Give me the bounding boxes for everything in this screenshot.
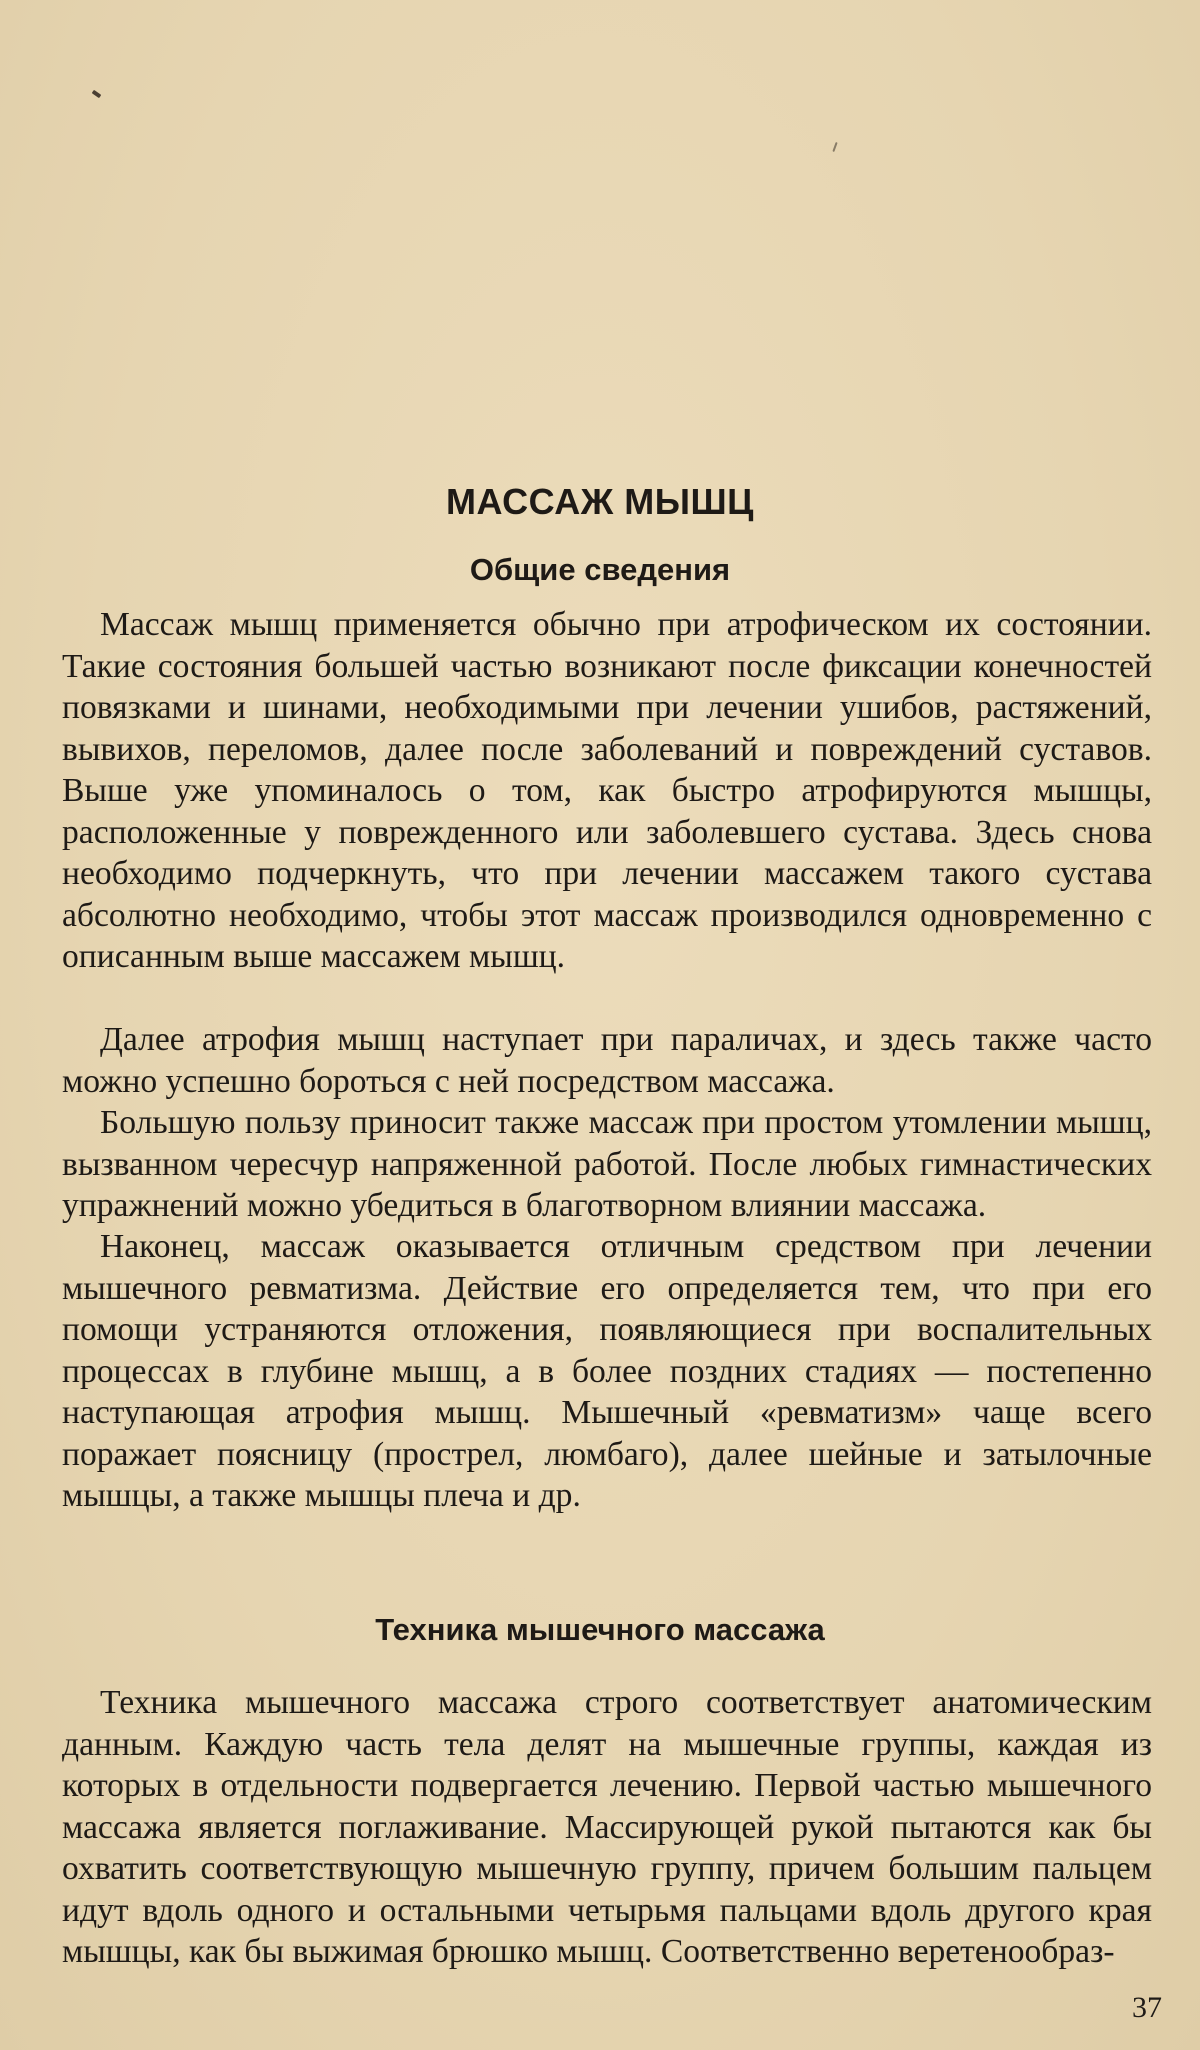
paragraph: Большую пользу приносит также массаж при простом утомлении мышц, вызванном чересчур напряженной работой. После любых гимнастических упражнений можно убедиться в благотворном влиянии массажа. [62, 1104, 1152, 1224]
section-heading-general: Общие сведения [469, 552, 731, 587]
paragraph: Массаж мышц применяется обычно при атрофическом их состоянии. Такие состояния большей частью возникают после фиксации конечностей повязками и шинами, необходимыми при лечении ушибов, растяжений, вывихов, переломов, далее после заболеваний и повреждений суставов. Выше уже упоминалось о том, как быстро атрофируются мышцы, расположенные у поврежденного или заболевшего сустава. Здесь снова необходимо подчеркнуть, что при лечении массажем такого сустава абсолютно необходимо, чтобы этот массаж производился одновременно с описанным выше массажем мышц. [62, 606, 1152, 975]
page-number: 37 [1132, 1991, 1162, 2024]
section-heading-technique: Техника мышечного массажа [375, 1612, 825, 1647]
chapter-title: МАССАЖ МЫШЦ [446, 481, 754, 522]
paragraph: Наконец, массаж оказывается отличным средством при лечении мышечного ревматизма. Действие его определяется тем, что при его помощи устраняются отложения, появляющиеся при воспалительных процессах в глубине мышц, а в более поздних стадиях — постепенно наступающая атрофия мышц. Мышечный «ревматизм» чаще всего поражает поясницу (прострел, люмбаго), далее шейные и затылочные мышцы, а также мышцы плеча и др. [62, 1228, 1152, 1514]
paragraph: Далее атрофия мышц наступает при параличах, и здесь также часто можно успешно бороться с ней посредством массажа. [62, 1021, 1152, 1100]
ink-speck [92, 90, 102, 98]
paragraph: Техника мышечного массажа строго соответствует анатомическим данным. Каждую часть тела делят на мышечные группы, каждая из которых в отдельности подвергается лечению. Первой частью мышечного массажа является поглаживание. Массирующей рукой пытаются как бы охватить соответствующую мышечную группу, причем большим пальцем идут вдоль одного и остальными четырьмя пальцами вдоль другого края мышцы, как бы выжимая брюшко мышц. Соответственно веретенообраз- [62, 1684, 1152, 1970]
ink-speck [832, 142, 837, 152]
